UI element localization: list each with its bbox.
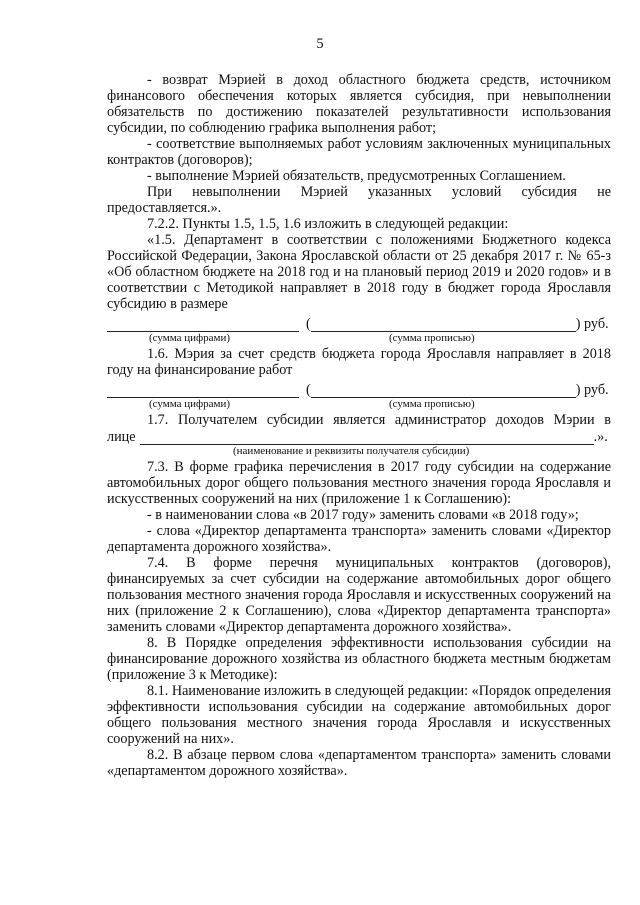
paragraph-1-6: 1.6. Мэрия за счет средств бюджета города Ярославля направляет в 2018 году на финансирование работ bbox=[107, 346, 611, 378]
recipient-blank bbox=[140, 431, 594, 445]
paragraph-nonfulfillment: При невыполнении Мэрией указанных условий субсидия не предоставляется.». bbox=[107, 184, 611, 216]
amount-digits-blank bbox=[107, 318, 299, 332]
amount-words-blank bbox=[311, 384, 576, 398]
paragraph-8-2: 8.2. В абзаце первом слова «департаментом транспорта» заменить словами «департаментом дорожного хозяйства». bbox=[107, 747, 611, 779]
paragraph-compliance: - соответствие выполняемых работ условиям заключенных муниципальных контрактов (договоров); bbox=[107, 136, 611, 168]
paragraph-8: 8. В Порядке определения эффективности использования субсидии на финансирование дорожного хозяйства из областного бюджета местным бюджетам (приложение 3 к Методике): bbox=[107, 635, 611, 683]
recipient-fill-line bbox=[107, 428, 611, 445]
caption-digits: (сумма цифрами) bbox=[149, 398, 231, 410]
paragraph-obligations: - выполнение Мэрией обязательств, предусмотренных Соглашением. bbox=[147, 168, 566, 184]
amount-words-blank bbox=[311, 318, 576, 332]
caption-words: (сумма прописью) bbox=[389, 332, 475, 344]
paragraph-7-4: 7.4. В форме перечня муниципальных контрактов (договоров), финансируемых за счет субсидии на содержание автомобильных дорог общего пользования местного значения города Ярославля и искусственных сооружений на них (приложение 2 к Соглашению), слова «Директор департамента транспорта» заменить словами «Директор департамента дорожного хозяйства». bbox=[107, 555, 611, 635]
paragraph-1-5: «1.5. Департамент в соответствии с положениями Бюджетного кодекса Российской Федерации, Закона Ярославской области от 25 декабря 2017 г. № 65-з «Об областном бюджете на 2018 год и на плановый период 2019 и 2020 годов» и в соответствии с Методикой направляет в 2018 году в бюджет города Ярославля субсидию в размере bbox=[107, 232, 611, 312]
amount-captions-2 bbox=[107, 398, 611, 412]
face-prefix: лице bbox=[107, 429, 136, 445]
amount-digits-blank bbox=[107, 384, 299, 398]
paragraph-1-7: 1.7. Получателем субсидии является администратор доходов Мэрии в bbox=[147, 412, 611, 428]
paragraph-replace-director: - слова «Директор департамента транспорта» заменить словами «Директор департамента дорожного хозяйства». bbox=[107, 523, 611, 555]
open-paren: ( bbox=[306, 316, 311, 332]
rub-suffix: ) руб. bbox=[575, 316, 609, 332]
paragraph-7-3: 7.3. В форме графика перечисления в 2017 году субсидии на содержание автомобильных дорог общего пользования местного значения города Ярославля и искусственных сооружений на них (приложение 1 к Соглашению): bbox=[107, 459, 611, 507]
amount-captions-1 bbox=[107, 332, 611, 346]
recipient-caption-row bbox=[107, 445, 611, 459]
face-suffix: .». bbox=[593, 429, 608, 445]
amount-fill-line-1 bbox=[107, 315, 611, 332]
paragraph-7-2-2: 7.2.2. Пункты 1.5, 1.5, 1.6 изложить в следующей редакции: bbox=[147, 216, 509, 232]
caption-digits: (сумма цифрами) bbox=[149, 332, 231, 344]
document-body bbox=[107, 72, 611, 779]
caption-words: (сумма прописью) bbox=[389, 398, 475, 410]
paragraph-8-1: 8.1. Наименование изложить в следующей редакции: «Порядок определения эффективности использования субсидии на содержание автомобильных дорог общего пользования местного значения города Ярославля и искусственных сооружений на них». bbox=[107, 683, 611, 747]
page-number: 5 bbox=[316, 36, 324, 52]
caption-recipient: (наименование и реквизиты получателя субсидии) bbox=[233, 445, 470, 457]
open-paren: ( bbox=[306, 382, 311, 398]
rub-suffix: ) руб. bbox=[575, 382, 609, 398]
paragraph-refund: - возврат Мэрией в доход областного бюджета средств, источником финансового обеспечения которых является субсидия, при невыполнении обязательств по достижению показателей результативности использования субсидии, по соблюдению графика выполнения работ; bbox=[107, 72, 611, 136]
amount-fill-line-2 bbox=[107, 381, 611, 398]
paragraph-replace-year: - в наименовании слова «в 2017 году» заменить словами «в 2018 году»; bbox=[147, 507, 579, 523]
